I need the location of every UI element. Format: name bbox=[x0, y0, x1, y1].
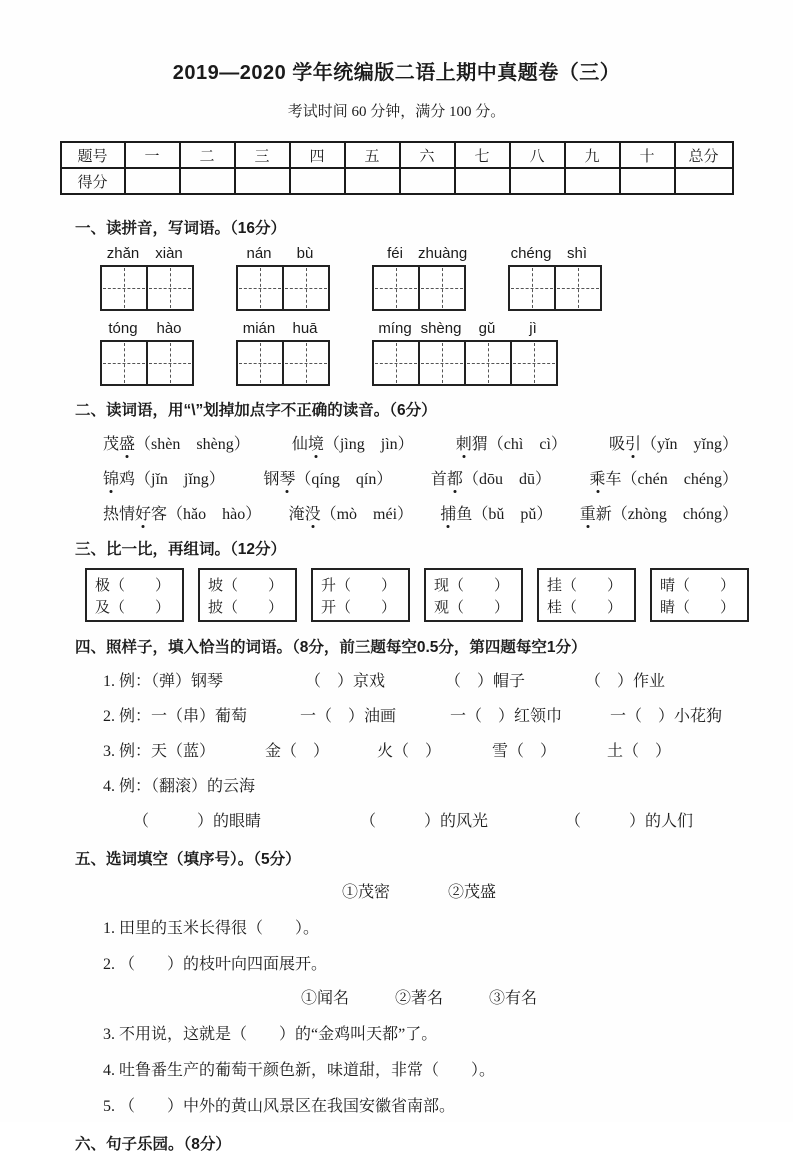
word-item: 首都（dōu dū） bbox=[430, 471, 551, 488]
word-item: 热情好客（hǎo hào） bbox=[103, 506, 262, 523]
score-empty-cell bbox=[455, 168, 510, 194]
pinyin-syllable: bù bbox=[296, 245, 314, 262]
writing-cell bbox=[512, 342, 556, 384]
section2-heading: 二、读词语，用“\”划掉加点字不正确的读音。（6分） bbox=[75, 402, 437, 419]
compare-box: 现（ ） 观（ ） bbox=[424, 568, 523, 622]
option: ③有名 bbox=[489, 990, 538, 1007]
pinyin-word-nanbu bbox=[236, 245, 330, 311]
score-col-9: 九 bbox=[565, 142, 620, 168]
fill-line-4-blanks: （ ）的眼睛 （ ）的风光 （ ）的人们 bbox=[133, 813, 694, 830]
score-col-1: 一 bbox=[125, 142, 180, 168]
writing-cell bbox=[556, 267, 600, 309]
writing-cell bbox=[102, 267, 148, 309]
dotted-char: 刺 bbox=[455, 436, 472, 453]
pinyin-syllable: zhuàng bbox=[418, 245, 468, 262]
pinyin-syllable: gǔ bbox=[478, 320, 496, 337]
pinyin-word-chengshi bbox=[508, 245, 602, 311]
pinyin-syllable: hào bbox=[156, 320, 182, 337]
writing-grid bbox=[100, 340, 194, 386]
pinyin-syllable: chéng bbox=[510, 245, 552, 262]
writing-cell bbox=[420, 342, 466, 384]
writing-grid bbox=[372, 265, 466, 311]
score-empty-cell bbox=[620, 168, 675, 194]
sentence-3: 3. 不用说，这就是（ ）的“金鸡叫天都”了。 bbox=[103, 1026, 438, 1043]
fill-line-2: 2. 例：一（串）葡萄 一（ ）油画 一（ ）红领巾 一（ ）小花狗 bbox=[103, 708, 723, 725]
sentence-1: 1. 田里的玉米长得很（ ）。 bbox=[103, 920, 320, 937]
score-col-5: 五 bbox=[345, 142, 400, 168]
compare-box: 坡（ ） 披（ ） bbox=[198, 568, 297, 622]
section3-heading: 三、比一比，再组词。（12分） bbox=[75, 541, 286, 558]
pinyin-word-mingshenggugi bbox=[372, 320, 558, 386]
dotted-char: 境 bbox=[307, 436, 324, 453]
option: ②茂盛 bbox=[448, 884, 497, 901]
fill-line-4-example: 4. 例：（翻滚）的云海 bbox=[103, 778, 256, 795]
writing-grid bbox=[236, 265, 330, 311]
score-table-header-row bbox=[61, 142, 733, 168]
word-item: 仙境（jìng jìn） bbox=[291, 436, 414, 453]
writing-cell bbox=[102, 342, 148, 384]
pinyin-syllable: mián bbox=[242, 320, 276, 337]
writing-cell bbox=[238, 342, 284, 384]
compare-box: 升（ ） 开（ ） bbox=[311, 568, 410, 622]
writing-grid bbox=[508, 265, 602, 311]
section5-heading: 五、选词填空（填序号）。（5分） bbox=[75, 851, 301, 868]
word-row-2 bbox=[103, 469, 738, 491]
word-item: 重新（zhòng chóng） bbox=[579, 506, 738, 523]
dotted-char: 捕 bbox=[440, 506, 457, 523]
dotted-char: 引 bbox=[625, 436, 642, 453]
score-col-total: 总分 bbox=[675, 142, 733, 168]
score-empty-cell bbox=[400, 168, 455, 194]
dotted-char: 乘 bbox=[589, 471, 606, 488]
score-col-3: 三 bbox=[235, 142, 290, 168]
word-options-2 bbox=[75, 988, 763, 1010]
writing-grid bbox=[100, 265, 194, 311]
writing-cell bbox=[148, 267, 192, 309]
writing-cell bbox=[374, 267, 420, 309]
sentence-5: 5. （ ）中外的黄山风景区在我国安徽省南部。 bbox=[103, 1098, 456, 1115]
word-row-1 bbox=[103, 434, 738, 456]
writing-grid bbox=[236, 340, 330, 386]
fill-line-1: 1. 例：（弹）钢琴 （ ）京戏 （ ）帽子 （ ）作业 bbox=[103, 673, 666, 690]
option: ①闻名 bbox=[300, 990, 349, 1007]
score-col-7: 七 bbox=[455, 142, 510, 168]
pinyin-word-feizhuang bbox=[372, 245, 466, 311]
word-item: 钢琴（qíng qín） bbox=[263, 471, 393, 488]
section4-heading: 四、照样子，填入恰当的词语。（8分，前三题每空0.5分，第四题每空1分） bbox=[75, 639, 587, 656]
score-empty-cell bbox=[345, 168, 400, 194]
word-item: 吸引（yǐn yǐng） bbox=[609, 436, 738, 453]
writing-cell bbox=[148, 342, 192, 384]
score-table-score-row bbox=[61, 168, 733, 194]
page-subtitle: 考试时间 60 分钟，满分 100 分。 bbox=[287, 104, 506, 120]
dotted-char: 重 bbox=[579, 506, 596, 523]
compare-box: 挂（ ） 桂（ ） bbox=[537, 568, 636, 622]
writing-cell bbox=[510, 267, 556, 309]
dotted-char: 盛 bbox=[119, 436, 136, 453]
score-col-10: 十 bbox=[620, 142, 675, 168]
pinyin-word-zhanxian bbox=[100, 245, 194, 311]
writing-grid bbox=[372, 340, 558, 386]
word-row-3 bbox=[103, 504, 738, 526]
dotted-char: 好 bbox=[135, 506, 152, 523]
section1-heading: 一、读拼音，写词语。（16分） bbox=[75, 220, 286, 237]
pinyin-syllable: shì bbox=[566, 245, 587, 262]
fill-line-3: 3. 例：天（蓝） 金（ ） 火（ ） 雪（ ） 土（ ） bbox=[103, 743, 672, 760]
writing-cell bbox=[420, 267, 464, 309]
word-options-1 bbox=[75, 882, 763, 904]
score-col-2: 二 bbox=[180, 142, 235, 168]
pinyin-syllable: tóng bbox=[108, 320, 138, 337]
pinyin-syllable: huā bbox=[292, 320, 318, 337]
pinyin-word-mianhua bbox=[236, 320, 330, 386]
score-empty-cell bbox=[180, 168, 235, 194]
pinyin-syllable: xiàn bbox=[155, 245, 183, 262]
writing-cell bbox=[238, 267, 284, 309]
writing-cell bbox=[284, 267, 328, 309]
score-table-label-tihao: 题号 bbox=[61, 142, 125, 168]
word-item: 淹没（mò méi） bbox=[288, 506, 414, 523]
writing-cell bbox=[284, 342, 328, 384]
pinyin-syllable: míng bbox=[378, 320, 412, 337]
pinyin-syllable: nán bbox=[246, 245, 272, 262]
score-empty-cell bbox=[510, 168, 565, 194]
pinyin-grid-row-1 bbox=[100, 245, 763, 311]
score-empty-cell bbox=[290, 168, 345, 194]
dotted-char: 锦 bbox=[103, 471, 120, 488]
score-col-4: 四 bbox=[290, 142, 345, 168]
pinyin-grid-row-2 bbox=[100, 320, 763, 386]
word-item: 乘车（chén chéng） bbox=[589, 471, 738, 488]
pinyin-syllable: shèng bbox=[420, 320, 462, 337]
word-item: 茂盛（shèn shèng） bbox=[103, 436, 250, 453]
score-empty-cell bbox=[675, 168, 733, 194]
writing-cell bbox=[466, 342, 512, 384]
pinyin-syllable: féi bbox=[387, 245, 403, 262]
option: ②著名 bbox=[394, 990, 443, 1007]
dotted-char: 琴 bbox=[279, 471, 296, 488]
word-item: 捕鱼（bǔ pǔ） bbox=[440, 506, 553, 523]
word-item: 刺猬（chì cì） bbox=[455, 436, 567, 453]
dotted-char: 没 bbox=[304, 506, 321, 523]
section6-heading: 六、句子乐园。（8分） bbox=[75, 1136, 231, 1153]
compare-box: 晴（ ） 睛（ ） bbox=[650, 568, 749, 622]
pinyin-syllable: zhǎn bbox=[106, 245, 140, 262]
page-title: 2019—2020 学年统编版二语上期中真题卷（三） bbox=[172, 62, 621, 84]
score-col-8: 八 bbox=[510, 142, 565, 168]
pinyin-syllable: jì bbox=[529, 320, 537, 337]
writing-cell bbox=[374, 342, 420, 384]
score-col-6: 六 bbox=[400, 142, 455, 168]
score-table-label-defen: 得分 bbox=[61, 168, 125, 194]
option: ①茂密 bbox=[341, 884, 390, 901]
score-table bbox=[60, 141, 734, 195]
score-empty-cell bbox=[235, 168, 290, 194]
sentence-4: 4. 吐鲁番生产的葡萄干颜色新，味道甜，非常（ ）。 bbox=[103, 1062, 496, 1079]
compare-boxes-row bbox=[85, 568, 763, 622]
word-item: 锦鸡（jǐn jǐng） bbox=[103, 471, 225, 488]
score-empty-cell bbox=[125, 168, 180, 194]
sentence-2: 2. （ ）的枝叶向四面展开。 bbox=[103, 956, 328, 973]
score-empty-cell bbox=[565, 168, 620, 194]
dotted-char: 都 bbox=[446, 471, 463, 488]
pinyin-word-tonghao bbox=[100, 320, 194, 386]
compare-box: 极（ ） 及（ ） bbox=[85, 568, 184, 622]
